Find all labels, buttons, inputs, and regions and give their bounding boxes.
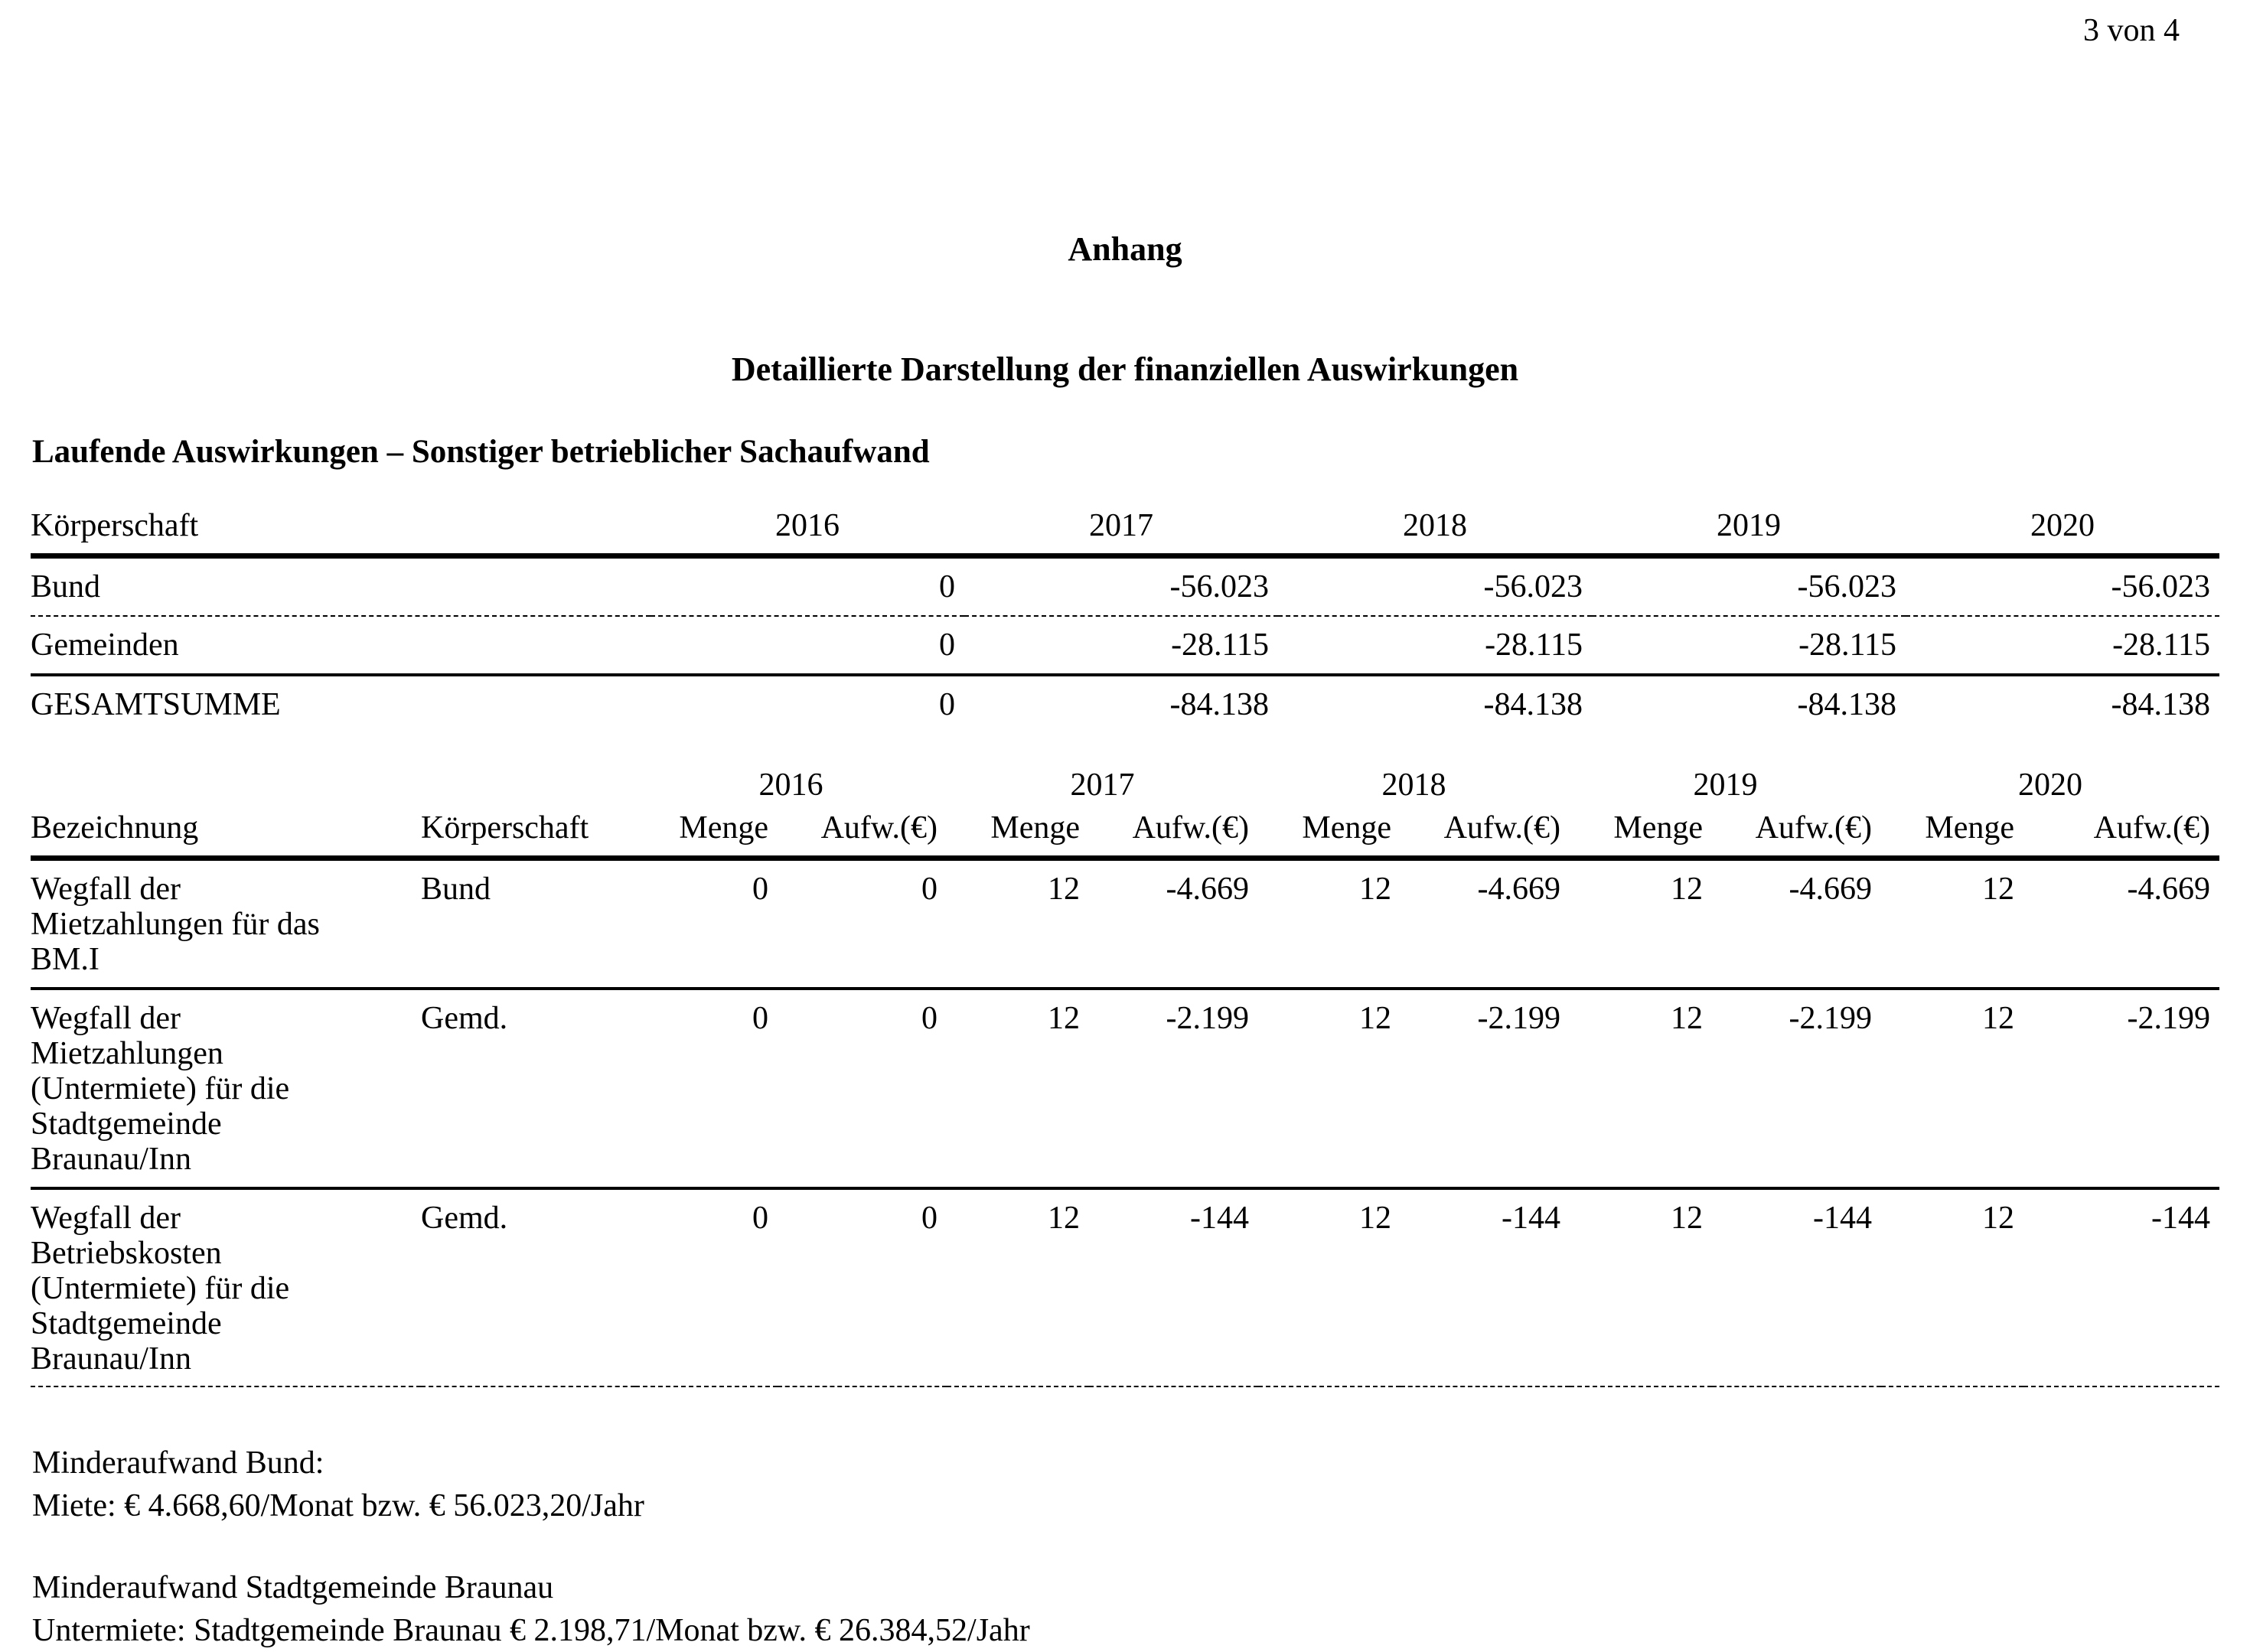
cell-bezeichnung: Wegfall der Mietzahlungen (Untermiete) für die Stadtgemeinde Braunau/Inn <box>31 1000 290 1178</box>
cell-value: -28.115 <box>2112 627 2210 663</box>
cell-value: -84.138 <box>1169 687 1269 722</box>
detail-row-betriebskosten-untermiete <box>31 1188 2219 1387</box>
col-header-aufwand: Aufw.(€) <box>1755 810 1872 846</box>
note-minderaufwand-stadtgemeinde: Minderaufwand Stadtgemeinde Braunau <box>32 1570 554 1606</box>
summary-table <box>31 507 2219 733</box>
col-header-aufwand: Aufw.(€) <box>1132 810 1249 846</box>
cell-value: -28.115 <box>1798 627 1896 663</box>
col-header-aufwand: Aufw.(€) <box>820 810 938 846</box>
summary-row-gesamtsumme <box>31 675 2219 733</box>
cell-value: -28.115 <box>1485 627 1583 663</box>
doc-title: Anhang <box>1068 230 1182 268</box>
cell-value: -2.199 <box>1477 1000 1560 1036</box>
cell-value: 12 <box>1048 1200 1080 1236</box>
cell-value: -56.023 <box>1483 569 1583 604</box>
cell-value: -144 <box>1813 1200 1872 1236</box>
cell-value: 12 <box>1671 1000 1703 1036</box>
row-label: Bund <box>31 569 101 604</box>
col-header-koerperschaft: Körperschaft <box>421 810 589 846</box>
spacer-cell <box>31 767 635 810</box>
col-header-aufwand: Aufw.(€) <box>2093 810 2210 846</box>
cell-value: -4.669 <box>2127 872 2210 907</box>
cell-value: -144 <box>2151 1200 2210 1236</box>
cell-value: -2.199 <box>1789 1000 1872 1036</box>
cell-value: 0 <box>752 872 768 907</box>
col-header-menge: Menge <box>1302 810 1391 846</box>
cell-value: -28.115 <box>1171 627 1269 663</box>
detail-row-mietzahlungen-untermiete <box>31 989 2219 1188</box>
cell-value: 0 <box>921 872 938 907</box>
summary-year-2016: 2016 <box>775 508 840 543</box>
note-minderaufwand-bund: Minderaufwand Bund: <box>32 1445 324 1481</box>
summary-row-bund <box>31 556 2219 617</box>
cell-value: -4.669 <box>1166 872 1249 907</box>
cell-koerperschaft: Gemd. <box>421 1200 508 1236</box>
doc-subtitle: Detaillierte Darstellung der finanziellen Auswirkungen <box>731 350 1519 388</box>
cell-value: -2.199 <box>2127 1000 2210 1036</box>
cell-value: 0 <box>921 1200 938 1236</box>
cell-value: -56.023 <box>1797 569 1896 604</box>
cell-value: -4.669 <box>1477 872 1560 907</box>
cell-value: -4.669 <box>1789 872 1872 907</box>
col-header-menge: Menge <box>990 810 1080 846</box>
cell-value: 12 <box>1359 872 1391 907</box>
row-label: Gemeinden <box>31 627 179 663</box>
cell-koerperschaft: Gemd. <box>421 1000 508 1036</box>
notes-section <box>32 1442 2250 1652</box>
summary-year-2017: 2017 <box>1089 508 1153 543</box>
detail-table <box>31 767 2219 1387</box>
cell-value: 12 <box>1671 872 1703 907</box>
note-miete: Miete: € 4.668,60/Monat bzw. € 56.023,20/Jahr <box>32 1487 644 1523</box>
detail-years-row <box>31 767 2219 810</box>
cell-value: -56.023 <box>2111 569 2210 604</box>
cell-value: 0 <box>752 1000 768 1036</box>
col-header-bezeichnung: Bezeichnung <box>31 810 199 846</box>
cell-value: -84.138 <box>1797 687 1896 722</box>
section-heading: Laufende Auswirkungen – Sonstiger betrieblicher Sachaufwand <box>32 434 930 470</box>
cell-value: -144 <box>1190 1200 1249 1236</box>
summary-row-gemeinden <box>31 616 2219 675</box>
detail-row-mietzahlungen-bmi <box>31 859 2219 989</box>
cell-value: 0 <box>939 687 955 722</box>
detail-year-2016: 2016 <box>758 767 823 803</box>
cell-value: -84.138 <box>2111 687 2210 722</box>
col-header-menge: Menge <box>679 810 768 846</box>
cell-value: -144 <box>1502 1200 1560 1236</box>
cell-value: 12 <box>1982 1000 2014 1036</box>
cell-value: -56.023 <box>1169 569 1269 604</box>
note-untermiete: Untermiete: Stadtgemeinde Braunau € 2.198,71/Monat bzw. € 26.384,52/Jahr <box>32 1612 1030 1648</box>
detail-header-row <box>31 810 2219 859</box>
detail-year-2017: 2017 <box>1070 767 1135 803</box>
cell-value: 0 <box>939 627 955 663</box>
col-header-menge: Menge <box>1925 810 2014 846</box>
col-header-menge: Menge <box>1613 810 1703 846</box>
cell-value: 0 <box>752 1200 768 1236</box>
cell-value: -2.199 <box>1166 1000 1249 1036</box>
summary-header-koerperschaft: Körperschaft <box>31 508 199 543</box>
cell-value: 12 <box>1359 1000 1391 1036</box>
summary-year-2018: 2018 <box>1403 508 1467 543</box>
cell-value: 12 <box>1048 1000 1080 1036</box>
cell-value: 12 <box>1982 1200 2014 1236</box>
summary-year-2019: 2019 <box>1717 508 1781 543</box>
detail-year-2020: 2020 <box>2018 767 2082 803</box>
cell-value: 12 <box>1359 1200 1391 1236</box>
cell-bezeichnung: Wegfall der Betriebskosten (Untermiete) für die Stadtgemeinde Braunau/Inn <box>31 1200 290 1377</box>
cell-value: 12 <box>1982 872 2014 907</box>
detail-year-2018: 2018 <box>1381 767 1446 803</box>
cell-value: 0 <box>921 1000 938 1036</box>
col-header-aufwand: Aufw.(€) <box>1443 810 1560 846</box>
page-number: 3 von 4 <box>2083 13 2180 48</box>
cell-value: 12 <box>1048 872 1080 907</box>
cell-bezeichnung: Wegfall der Mietzahlungen für das BM.I <box>31 872 320 978</box>
cell-value: -84.138 <box>1483 687 1583 722</box>
cell-value: 12 <box>1671 1200 1703 1236</box>
cell-value: 0 <box>939 569 955 604</box>
summary-year-2020: 2020 <box>2030 508 2095 543</box>
cell-koerperschaft: Bund <box>421 872 491 907</box>
detail-year-2019: 2019 <box>1693 767 1758 803</box>
row-label: GESAMTSUMME <box>31 687 281 722</box>
summary-header-row <box>31 507 2219 556</box>
